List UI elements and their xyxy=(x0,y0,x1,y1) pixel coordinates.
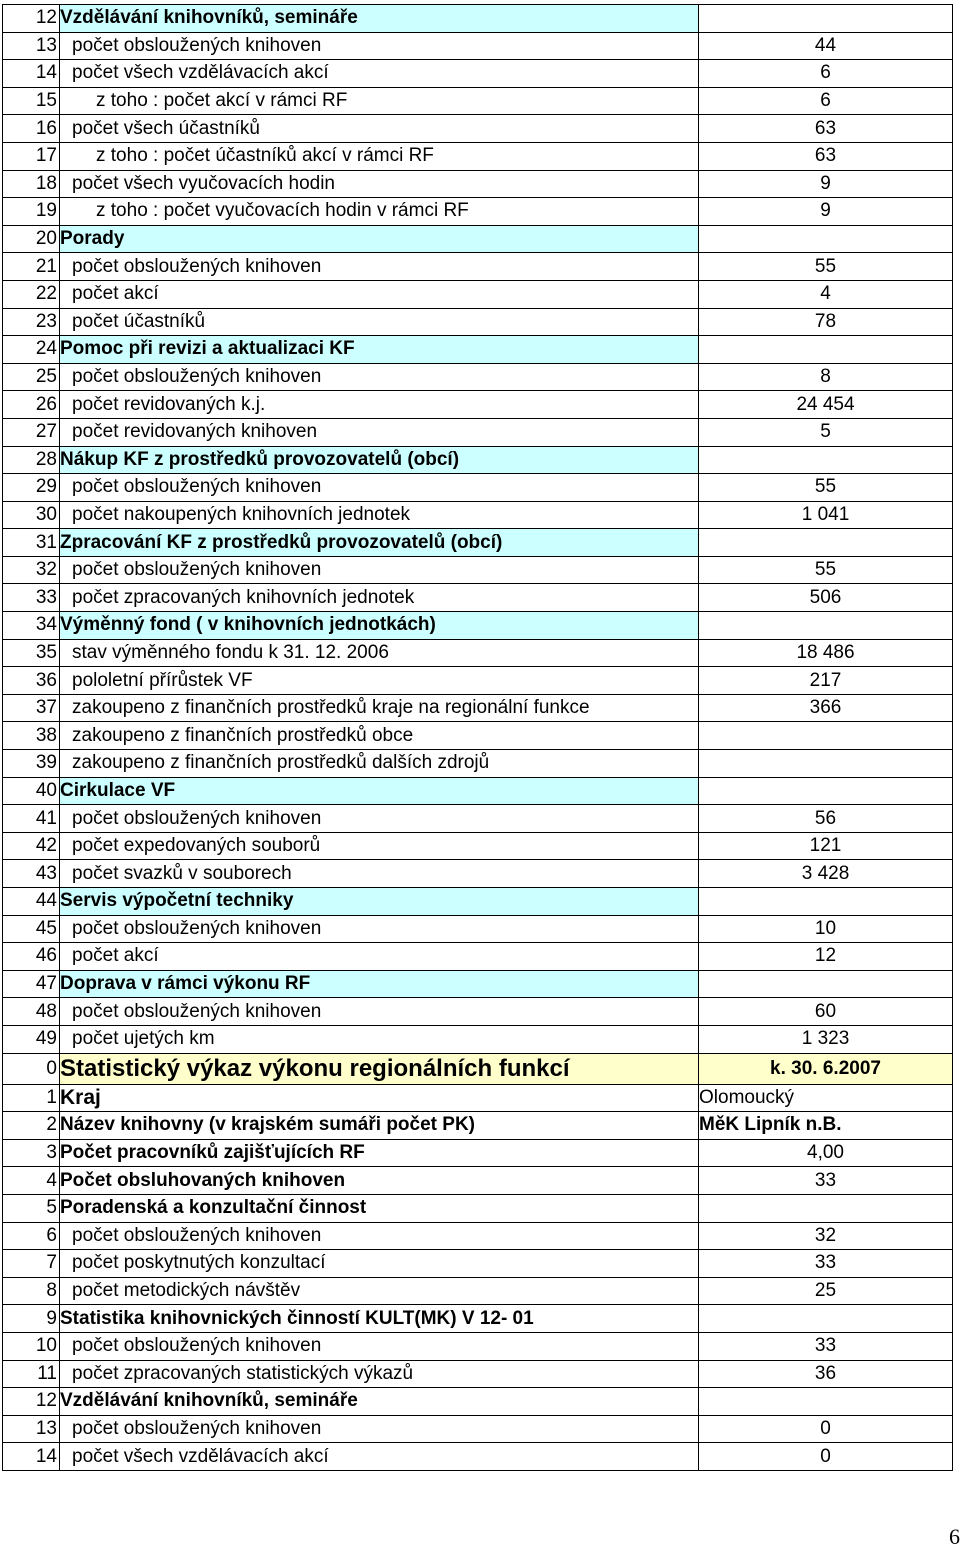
row-number: 1 xyxy=(3,1084,60,1112)
row-label: zakoupeno z finančních prostředků kraje na regionální funkce xyxy=(60,694,699,722)
row-number: 44 xyxy=(3,888,60,916)
statistics-table xyxy=(2,4,953,1471)
row-value: 6 xyxy=(699,60,953,88)
row-label: Počet pracovníků zajišťujících RF xyxy=(60,1139,699,1167)
row-label: počet zpracovaných knihovních jednotek xyxy=(60,584,699,612)
row-value: 78 xyxy=(699,308,953,336)
table-row xyxy=(3,888,953,916)
row-number: 16 xyxy=(3,115,60,143)
row-label: počet obsloužených knihoven xyxy=(60,32,699,60)
row-label: Zpracování KF z prostředků provozovatelů (obcí) xyxy=(60,529,699,557)
table-row xyxy=(3,1332,953,1360)
row-number: 12 xyxy=(3,5,60,33)
row-number: 11 xyxy=(3,1360,60,1388)
row-label: počet všech vzdělávacích akcí xyxy=(60,1443,699,1471)
row-number: 13 xyxy=(3,32,60,60)
row-label: počet obsloužených knihoven xyxy=(60,1415,699,1443)
table-row xyxy=(3,1084,953,1112)
row-number: 10 xyxy=(3,1332,60,1360)
row-value: 9 xyxy=(699,170,953,198)
row-label: Cirkulace VF xyxy=(60,777,699,805)
row-label: stav výměnného fondu k 31. 12. 2006 xyxy=(60,639,699,667)
row-value: 36 xyxy=(699,1360,953,1388)
table-row xyxy=(3,418,953,446)
row-value: 366 xyxy=(699,694,953,722)
row-number: 3 xyxy=(3,1139,60,1167)
table-row xyxy=(3,198,953,226)
row-number: 21 xyxy=(3,253,60,281)
row-value: k. 30. 6.2007 xyxy=(699,1053,953,1084)
row-number: 2 xyxy=(3,1112,60,1140)
row-label: počet účastníků xyxy=(60,308,699,336)
row-value: 56 xyxy=(699,805,953,833)
table-row xyxy=(3,1167,953,1195)
row-number: 49 xyxy=(3,1025,60,1053)
page-number: 6 xyxy=(949,1524,960,1549)
row-label: počet všech účastníků xyxy=(60,115,699,143)
row-number: 39 xyxy=(3,750,60,778)
table-row xyxy=(3,60,953,88)
row-number: 7 xyxy=(3,1250,60,1278)
row-value: 3 428 xyxy=(699,860,953,888)
row-label: počet svazků v souborech xyxy=(60,860,699,888)
row-value xyxy=(699,750,953,778)
row-label: Porady xyxy=(60,225,699,253)
row-number: 36 xyxy=(3,667,60,695)
row-label: počet obsloužených knihoven xyxy=(60,474,699,502)
row-value: 4,00 xyxy=(699,1139,953,1167)
table-row xyxy=(3,87,953,115)
row-number: 18 xyxy=(3,170,60,198)
row-value: 25 xyxy=(699,1277,953,1305)
table-row xyxy=(3,529,953,557)
table-row xyxy=(3,584,953,612)
row-value xyxy=(699,888,953,916)
row-label: počet všech vyučovacích hodin xyxy=(60,170,699,198)
row-number: 40 xyxy=(3,777,60,805)
row-label: počet obsloužených knihoven xyxy=(60,556,699,584)
table-row xyxy=(3,115,953,143)
table-row xyxy=(3,1194,953,1222)
row-label: počet akcí xyxy=(60,943,699,971)
row-value: 24 454 xyxy=(699,391,953,419)
table-row xyxy=(3,1277,953,1305)
table-row xyxy=(3,722,953,750)
row-value: 55 xyxy=(699,474,953,502)
row-number: 27 xyxy=(3,418,60,446)
row-value: 33 xyxy=(699,1332,953,1360)
row-label: Počet obsluhovaných knihoven xyxy=(60,1167,699,1195)
table-row xyxy=(3,915,953,943)
table-row xyxy=(3,308,953,336)
table-row xyxy=(3,363,953,391)
row-number: 22 xyxy=(3,280,60,308)
row-value xyxy=(699,722,953,750)
table-row xyxy=(3,1112,953,1140)
table-row xyxy=(3,750,953,778)
row-number: 48 xyxy=(3,998,60,1026)
row-value xyxy=(699,1305,953,1333)
row-label: počet obsloužených knihoven xyxy=(60,805,699,833)
table-row xyxy=(3,667,953,695)
table-row xyxy=(3,142,953,170)
row-label: počet všech vzdělávacích akcí xyxy=(60,60,699,88)
row-number: 6 xyxy=(3,1222,60,1250)
table-row xyxy=(3,1415,953,1443)
row-label: Vzdělávání knihovníků, semináře xyxy=(60,1388,699,1416)
table-row xyxy=(3,225,953,253)
row-value: 0 xyxy=(699,1443,953,1471)
table-row xyxy=(3,474,953,502)
row-number: 42 xyxy=(3,832,60,860)
row-value: 0 xyxy=(699,1415,953,1443)
row-value: 217 xyxy=(699,667,953,695)
row-label: z toho : počet vyučovacích hodin v rámci RF xyxy=(60,198,699,226)
row-value: 506 xyxy=(699,584,953,612)
table-row xyxy=(3,1250,953,1278)
row-number: 47 xyxy=(3,970,60,998)
row-label: z toho : počet účastníků akcí v rámci RF xyxy=(60,142,699,170)
row-value: 9 xyxy=(699,198,953,226)
row-number: 34 xyxy=(3,612,60,640)
table-row xyxy=(3,639,953,667)
table-row xyxy=(3,612,953,640)
row-value xyxy=(699,1194,953,1222)
row-label: počet zpracovaných statistických výkazů xyxy=(60,1360,699,1388)
row-value: 121 xyxy=(699,832,953,860)
row-label: počet akcí xyxy=(60,280,699,308)
row-number: 37 xyxy=(3,694,60,722)
row-value: 55 xyxy=(699,556,953,584)
table-row xyxy=(3,1360,953,1388)
row-value: 5 xyxy=(699,418,953,446)
row-value: 18 486 xyxy=(699,639,953,667)
table-row xyxy=(3,777,953,805)
row-value: 63 xyxy=(699,142,953,170)
table-row xyxy=(3,805,953,833)
table-row xyxy=(3,336,953,364)
row-number: 41 xyxy=(3,805,60,833)
row-value: 33 xyxy=(699,1250,953,1278)
row-label: Pomoc při revizi a aktualizaci KF xyxy=(60,336,699,364)
table-row xyxy=(3,1388,953,1416)
row-label: počet revidovaných k.j. xyxy=(60,391,699,419)
row-label: počet ujetých km xyxy=(60,1025,699,1053)
row-label: Kraj xyxy=(60,1084,699,1112)
table-row xyxy=(3,998,953,1026)
table-row xyxy=(3,280,953,308)
table-row xyxy=(3,694,953,722)
row-value: Olomoucký xyxy=(699,1084,953,1112)
table-row xyxy=(3,1053,953,1084)
row-number: 15 xyxy=(3,87,60,115)
row-number: 23 xyxy=(3,308,60,336)
row-number: 32 xyxy=(3,556,60,584)
row-number: 17 xyxy=(3,142,60,170)
row-number: 35 xyxy=(3,639,60,667)
row-number: 12 xyxy=(3,1388,60,1416)
row-label: zakoupeno z finančních prostředků obce xyxy=(60,722,699,750)
row-value: 33 xyxy=(699,1167,953,1195)
row-label: počet revidovaných knihoven xyxy=(60,418,699,446)
row-value: 55 xyxy=(699,253,953,281)
row-value: 60 xyxy=(699,998,953,1026)
row-label: počet obsloužených knihoven xyxy=(60,1332,699,1360)
row-number: 38 xyxy=(3,722,60,750)
table-row xyxy=(3,1139,953,1167)
row-label: počet obsloužených knihoven xyxy=(60,998,699,1026)
table-row xyxy=(3,1025,953,1053)
table-row xyxy=(3,860,953,888)
row-label: zakoupeno z finančních prostředků dalších zdrojů xyxy=(60,750,699,778)
row-value xyxy=(699,612,953,640)
row-number: 30 xyxy=(3,501,60,529)
row-number: 24 xyxy=(3,336,60,364)
row-value: MěK Lipník n.B. xyxy=(699,1112,953,1140)
row-label: Statistický výkaz výkonu regionálních funkcí xyxy=(60,1053,699,1084)
table-row xyxy=(3,1305,953,1333)
table-row xyxy=(3,446,953,474)
row-value xyxy=(699,5,953,33)
row-value: 12 xyxy=(699,943,953,971)
row-label: Nákup KF z prostředků provozovatelů (obcí) xyxy=(60,446,699,474)
table-row xyxy=(3,832,953,860)
row-value xyxy=(699,970,953,998)
row-label: Doprava v rámci výkonu RF xyxy=(60,970,699,998)
row-number: 43 xyxy=(3,860,60,888)
row-label: počet metodických návštěv xyxy=(60,1277,699,1305)
row-number: 31 xyxy=(3,529,60,557)
row-label: Poradenská a konzultační činnost xyxy=(60,1194,699,1222)
table-row xyxy=(3,943,953,971)
row-label: počet poskytnutých konzultací xyxy=(60,1250,699,1278)
table-row xyxy=(3,5,953,33)
table-row xyxy=(3,556,953,584)
row-value xyxy=(699,225,953,253)
row-number: 13 xyxy=(3,1415,60,1443)
row-value: 1 323 xyxy=(699,1025,953,1053)
row-number: 14 xyxy=(3,1443,60,1471)
table-row xyxy=(3,1222,953,1250)
row-label: Výměnný fond ( v knihovních jednotkách) xyxy=(60,612,699,640)
row-number: 25 xyxy=(3,363,60,391)
row-value: 63 xyxy=(699,115,953,143)
row-label: počet obsloužených knihoven xyxy=(60,1222,699,1250)
row-label: z toho : počet akcí v rámci RF xyxy=(60,87,699,115)
row-value: 8 xyxy=(699,363,953,391)
row-label: Servis výpočetní techniky xyxy=(60,888,699,916)
table-body xyxy=(3,5,953,1471)
row-number: 0 xyxy=(3,1053,60,1084)
row-number: 33 xyxy=(3,584,60,612)
row-value: 1 041 xyxy=(699,501,953,529)
row-value: 44 xyxy=(699,32,953,60)
row-number: 9 xyxy=(3,1305,60,1333)
row-number: 4 xyxy=(3,1167,60,1195)
table-row xyxy=(3,1443,953,1471)
row-value xyxy=(699,336,953,364)
table-row xyxy=(3,391,953,419)
row-number: 19 xyxy=(3,198,60,226)
table-row xyxy=(3,970,953,998)
row-value xyxy=(699,777,953,805)
row-number: 46 xyxy=(3,943,60,971)
row-number: 14 xyxy=(3,60,60,88)
row-label: Vzdělávání knihovníků, semináře xyxy=(60,5,699,33)
table-row xyxy=(3,170,953,198)
row-label: Statistika knihovnických činností KULT(MK) V 12- 01 xyxy=(60,1305,699,1333)
row-number: 28 xyxy=(3,446,60,474)
row-value xyxy=(699,529,953,557)
row-label: počet expedovaných souborů xyxy=(60,832,699,860)
row-value: 32 xyxy=(699,1222,953,1250)
table-row xyxy=(3,501,953,529)
row-value xyxy=(699,1388,953,1416)
row-value xyxy=(699,446,953,474)
row-number: 45 xyxy=(3,915,60,943)
row-number: 29 xyxy=(3,474,60,502)
row-label: počet obsloužených knihoven xyxy=(60,363,699,391)
row-label: počet nakoupených knihovních jednotek xyxy=(60,501,699,529)
row-label: počet obsloužených knihoven xyxy=(60,253,699,281)
row-number: 5 xyxy=(3,1194,60,1222)
row-label: pololetní přírůstek VF xyxy=(60,667,699,695)
row-number: 20 xyxy=(3,225,60,253)
table-row xyxy=(3,32,953,60)
table-row xyxy=(3,253,953,281)
row-label: počet obsloužených knihoven xyxy=(60,915,699,943)
row-number: 26 xyxy=(3,391,60,419)
row-value: 6 xyxy=(699,87,953,115)
row-value: 4 xyxy=(699,280,953,308)
row-number: 8 xyxy=(3,1277,60,1305)
row-value: 10 xyxy=(699,915,953,943)
row-label: Název knihovny (v krajském sumáři počet PK) xyxy=(60,1112,699,1140)
